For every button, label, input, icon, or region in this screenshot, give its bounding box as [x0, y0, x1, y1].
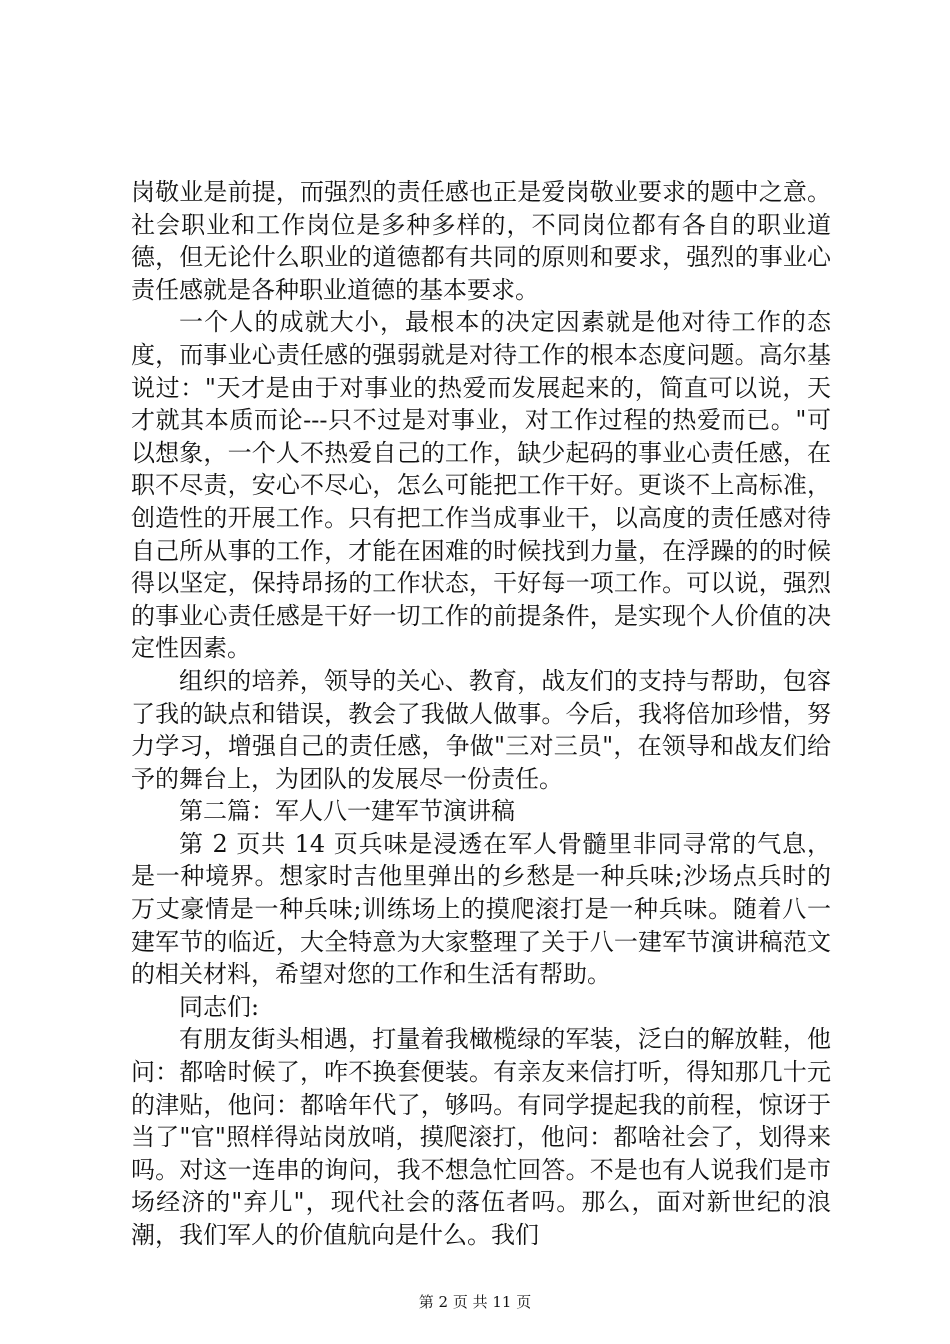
section-heading: 第二篇：军人八一建军节演讲稿 [179, 797, 515, 826]
page-footer: 第 2 页 共 11 页 [418, 1293, 532, 1311]
paragraph-3: 组织的培养，领导的关心、教育，战友们的支持与帮助，包容了我的缺点和错误，教会了我做人做事。今后，我将倍加珍惜，努力学习，增强自己的责任感，争做"三对三员"，在领导和战友们给予的舞台上，为团队的发展尽一份责任。 [131, 666, 831, 793]
paragraph-2: 一个人的成就大小，最根本的决定因素就是他对待工作的态度，而事业心责任感的强弱就是对待工作的根本态度问题。高尔基说过："天才是由于对事业的热爱而发展起来的，简直可以说，天才就其本质而论---只不过是对事业，对工作过程的热爱而已。"可以想象，一个人不热爱自己的工作，缺少起码的事业心责任感，在职不尽责，安心不尽心，怎么可能把工作干好。更谈不上高标准，创造性的开展工作。只有把工作当成事业干，以高度的责任感对待自己所从事的工作，才能在困难的时候找到力量，在浮躁的的时候得以坚定，保持昂扬的工作状态，干好每一项工作。可以说，强烈的事业心责任感是干好一切工作的前提条件，是实现个人价值的决定性因素。 [131, 308, 831, 663]
paragraph-1: 岗敬业是前提，而强烈的责任感也正是爱岗敬业要求的题中之意。社会职业和工作岗位是多种多样的，不同岗位都有各自的职业道德，但无论什么职业的道德都有共同的原则和要求，强烈的事业心责任感就是各种职业道德的基本要求。 [131, 178, 831, 304]
paragraph-7: 有朋友街头相遇，打量着我橄榄绿的军装，泛白的解放鞋，他问：都啥时候了，咋不换套便装。有亲友来信打听，得知那几十元的津贴，他问：都啥年代了，够吗。有同学提起我的前程，惊讶于当了"官"照样得站岗放哨，摸爬滚打，他问：都啥社会了，划得来吗。对这一连串的询问，我不想急忙回答。不是也有人说我们是市场经济的"弃儿"，现代社会的落伍者吗。那么，面对新世纪的浪潮，我们军人的价值航向是什么。我们 [131, 1025, 831, 1249]
document-body [131, 176, 831, 1252]
salutation: 同志们: [179, 992, 260, 1021]
paragraph-5: 第 2 页共 14 页兵味是浸透在军人骨髓里非同寻常的气息，是一种境界。想家时吉他里弹出的乡愁是一种兵味;沙场点兵时的万丈豪情是一种兵味;训练场上的摸爬滚打是一种兵味。随着八一建军节的临近，大全特意为大家整理了关于八一建军节演讲稿范文的相关材料，希望对您的工作和生活有帮助。 [131, 829, 831, 989]
